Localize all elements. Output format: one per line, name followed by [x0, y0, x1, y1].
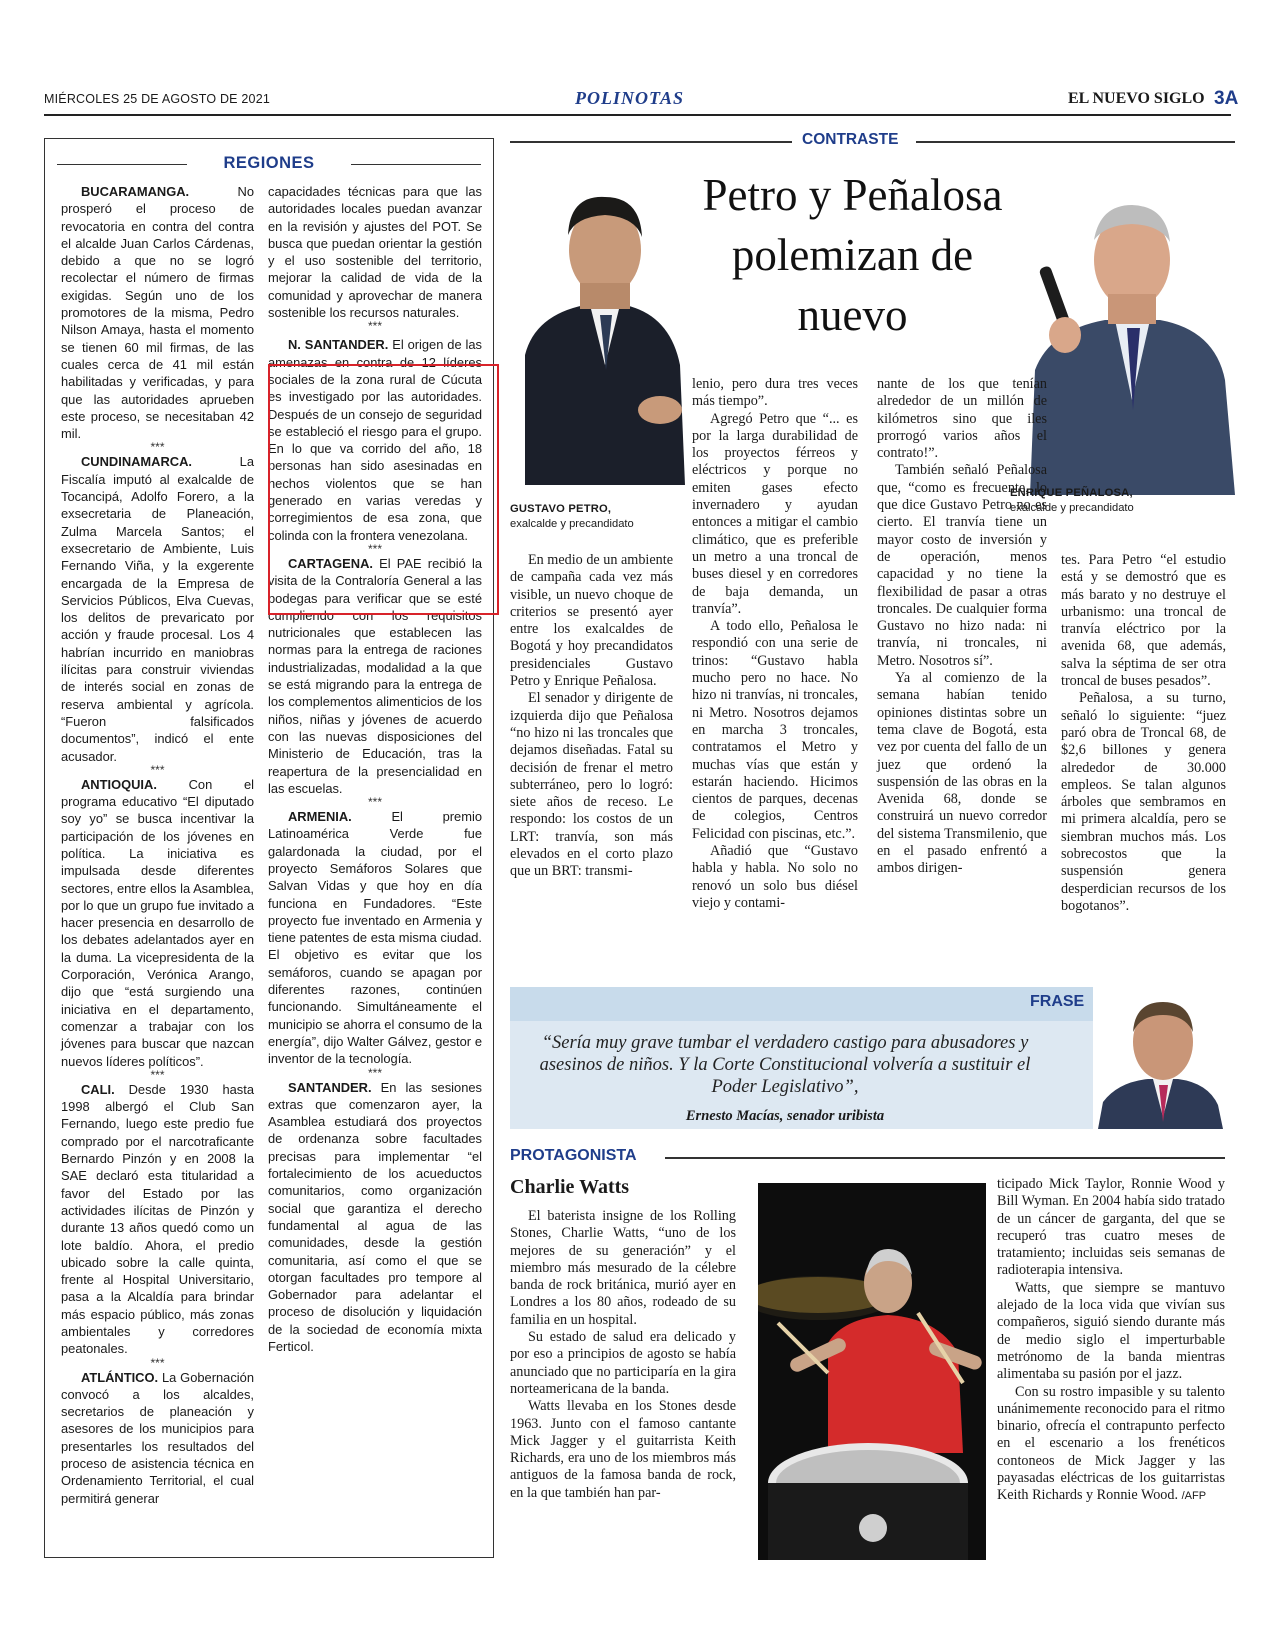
contraste-column-3 [877, 376, 1047, 878]
header-paper-name: EL NUEVO SIGLO [1068, 90, 1205, 107]
header-page-number: 3A [1214, 88, 1239, 109]
regiones-title: REGIONES [57, 154, 481, 173]
contraste-label: CONTRASTE [802, 131, 899, 148]
paragraph: Ya al comienzo de la semana habían tenido opiniones distintas sobre un tema clave de Bogotá, esta vez por cuenta del fallo de un juez que ordenó la suspensión de las obras en la Avenida 68, donde se construirá un nuevo corredor del sistema Transmilenio, que en el pasado enfrentó a ambos dirigen- [877, 670, 1047, 877]
petro-photo [510, 165, 685, 485]
separator: *** [367, 319, 382, 334]
separator: *** [367, 1065, 382, 1080]
separator: *** [150, 1355, 165, 1370]
frase-quote: “Sería muy grave tumbar el verdadero castigo para abusadores y asesinos de niños. Y la Corte Constitucional volvería a sustituir el Poder Legislativo”, [539, 1033, 1031, 1097]
regiones-column-1 [61, 183, 254, 1507]
penalosa-caption-name: ENRIQUE PEÑALOSA, [1010, 487, 1133, 499]
protagonista-rule [665, 1157, 1225, 1159]
contraste-column-1 [510, 552, 673, 881]
separator: *** [150, 762, 165, 777]
photo-credit: /AFP [1181, 1490, 1207, 1503]
separator: *** [150, 1067, 165, 1082]
paragraph: tes. Para Petro “el estudio está y se demostró que es más barato y no destruye el urbanismo: una troncal de tranvía eléctrico por la avenida 68, que además, salva la séptima de ser otra troncal de buses pesados”. [1061, 552, 1226, 690]
protagonista-name: Charlie Watts [510, 1176, 630, 1198]
header-date: MIÉRCOLES 25 DE AGOSTO DE 2021 [44, 92, 270, 106]
paragraph: Agregó Petro que “... es por la larga durabilidad de los proyectos férreos y eléctricos y porque no emiten gases efecto invernadero y ayudan entonces a mitigar el cambio climático, que es preferible un metro a una troncal de buses diesel y en corredores de baja demanda, un tranvía”. [692, 410, 858, 617]
item-cartagena: CARTAGENA. El PAE recibió la visita de la Contraloría General a las bodegas para verificar que se esté cumpliendo con los requisitos nutricionales que establecen las normas para la entrega de raciones industrializadas, modalidad a la que se está migrando para la entrega de los complementos alimenticios de los niños, niñas y jóvenes de acuerdo con las nuevas disposiciones del Ministerio de Educación, tras la reapertura de la presencialidad en las escuelas. [268, 555, 482, 796]
paragraph: ticipado Mick Taylor, Ronnie Wood y Bill Wyman. En 2004 había sido tratado de un cáncer de garganta, del que se recuperó tras cuatro meses de tratamiento; incluidas seis semanas de radioterapia intensiva. [997, 1176, 1225, 1279]
macias-photo [1093, 987, 1225, 1129]
petro-caption-role: exalcalde y precandidato [510, 518, 634, 530]
red-highlight-box [268, 364, 499, 615]
regiones-box [44, 138, 494, 1558]
paragraph: A todo ello, Peñalosa le respondió con una serie de trinos: “Gustavo habla mucho pero no hace. No hizo ni tranvías, ni troncales, ni Metro. Nosotros dejamos en marcha 3 troncales, contratamos el Metro y muchas vías que están y estarán haciendo. Hicimos cientos de parques, decenas de colegios, Centros Felicidad con piscinas, etc.”. [692, 618, 858, 842]
separator: *** [367, 795, 382, 810]
item-cali: CALI. Desde 1930 hasta 1998 albergó el Club San Fernando, luego este predio fue comprado por el narcotraficante Bernardo Pinzón y en 2008 la SAE declaró esta titularidad a favor del Estado por las actividades ilícitas de Pinzón y durante 13 años quedó como un lote baldío. Ahora, el predio ubicado sobre la calle quinta, frente al Hospital Universitario, pasa a la Alcaldía para brindar más espacio público, más zonas ambientales y corredores peatonales. [61, 1081, 254, 1357]
item-atlantico-continued: capacidades técnicas para que las autoridades locales puedan avanzar en la revisión y ajustes del POT. Se busca que puedan orientar la gestión y el uso sostenible del territorio, mejorar la calidad de vida de la comunidad y aprovechar de manera sostenible los recursos naturales. [268, 184, 482, 321]
item-norte-santander: N. SANTANDER. El origen de las amenazas en contra de 12 líderes sociales de la zona rural de Cúcuta es investigado por las autoridades. Después de un consejo de seguridad se estableció el riesgo para el grupo. En lo que va corrido del año, 18 personas han sido asesinadas en hechos violentos que se han generado en varias veredas y corregimientos de esa zona, que colinda con la frontera venezolana. [268, 337, 482, 543]
item-atlantico: ATLÁNTICO. La Gobernación convocó a los alcaldes, secretarios de planeación y asesores de los municipios para presentarles los resultados del proceso de asistencia técnica en Ordenamiento Territorial, el cual permitirá generar [61, 1369, 254, 1506]
paragraph: lenio, pero dura tres veces más tiempo”. [692, 376, 858, 410]
frase-author: Ernesto Macías, senador uribista [685, 1108, 885, 1124]
watts-photo [758, 1183, 986, 1560]
paragraph: En medio de un ambiente de campaña cada vez más visible, un nuevo choque de criterios se presentó ayer entre los exalcaldes de Bogotá y hoy precandidatos presidenciales Gustavo Petro y Enrique Peñalosa. [510, 552, 673, 690]
contraste-rule-right [916, 141, 1235, 143]
paragraph: Con su rostro impasible y su talento unánimemente reconocido para el ritmo binario, ofrecía el contrapunto perfecto en el escenario a los frenéticos contoneos de Mick Jagger y las payasadas eléctricas de los guitarristas Keith Richards y Ronnie Wood. /AFP [997, 1383, 1225, 1504]
paragraph: nante de los que tenían alrededor de un millón de kilómetros sino que iles prorrogó varios años el contrato!”. [877, 376, 1047, 462]
item-santander: SANTANDER. En las sesiones extras que comenzaron ayer, la Asamblea estudiará dos proyectos de ordenanza sobre facultades precisas para implementar “el fortalecimiento de los acueductos comunitarios, como organización social que garantiza el derecho fundamental al agua de las comunidades, desde la gestión comunitaria, así como el que se otorgan facultades pro tempore al Gobernador para adelantar el proceso de disolución y liquidación de la sociedad de economía mixta Ferticol. [268, 1079, 482, 1354]
penalosa-caption-role: exalcalde y precandidato [1010, 502, 1134, 514]
paragraph: El senador y dirigente de izquierda dijo que Peñalosa “no hizo ni las troncales que dejamos diseñadas. Fatal su decisión de frenar el metro subterráneo, pero lo logró: siete años de receso. Le respondo: los costos de un LRT: tranvía, son más elevados en el corto plazo que un BRT: transmi- [510, 690, 673, 880]
paragraph: El baterista insigne de los Rolling Stones, Charlie Watts, “uno de los mejores de su generación” y el miembro más mesurado de la célebre banda de rock británica, murió ayer en Londres a los 80 años, rodeado de su familia en un hospital. [510, 1208, 736, 1328]
contraste-column-4 [1061, 552, 1226, 915]
contraste-header [510, 131, 1235, 151]
paragraph: Peñalosa, a su turno, señaló lo siguiente: “juez paró obra de Troncal 68, de $2,6 billones y genera alrededor de 30.000 empleos. Se talan algunos árboles que sembramos en mi primera alcaldía, pero se siembran muchos más. Los sobrecostos que la suspensión genera desperdician recursos de los bogotanos”. [1061, 690, 1226, 914]
item-cundinamarca: CUNDINAMARCA. La Fiscalía imputó al exalcalde de Tocancipá, Adolfo Forero, a la exsecretaria de Planeación, Zulma Marcela Santos; el exsecretario de Ambiente, Luis Fernando Viña, y la exgerente encargada de la Empresa de Servicios Públicos, Elva Cuevas, los delitos de prevaricato por acción y fraude procesal. Los 4 habrían incurrido en maniobras ilícitas para construir viviendas de interés social en zonas de reserva ambiental y agrícola. “Fueron falsificados documentos”, indicó el ente acusador. [61, 454, 254, 764]
paragraph: Añadió que “Gustavo habla y habla. No solo no renovó un solo bus diésel viejo y contami- [692, 843, 858, 911]
item-armenia: ARMENIA. El premio Latinoamérica Verde fue galardonada la ciudad, por el proyecto Semáforos Solares que Salvan Vidas y que hoy en día funciona en Fundadores. “Este proyecto fue inventado en Armenia y tiene patentes de esta misma ciudad. El objetivo es evitar que los semáforos, cuando se apagan por diferentes razones, continúen funcionando. Simultáneamente el municipio se ahorra el consumo de la energía”, dijo Walter Gálvez, gestor e inventor de la tecnología. [268, 809, 482, 1067]
paragraph: Watts llevaba en los Stones desde 1963. Junto con el famoso cantante Mick Jagger y el guitarrista Keith Richards, era uno de los miembros más antiguos de la famosa banda de rock, en la que también han par- [510, 1398, 736, 1501]
frase-label: FRASE [1030, 993, 1085, 1010]
regiones-header [57, 153, 481, 175]
contraste-rule-left [510, 141, 792, 143]
item-bucaramanga: BUCARAMANGA. No prosperó el proceso de revocatoria en contra del contra el alcalde Juan Carlos Cárdenas, debido a que no se logró recolectar el número de firmas exigidas. Según uno de los promotores de la misma, Pedro Nilson Amaya, hasta el momento se tienen 60 mil firmas, de las cuales cerca de 41 mil están habilitadas y verificadas, y para que las autoridades aprueben este proceso, se necesitaban 42 mil. [61, 184, 254, 442]
contraste-column-2 [692, 376, 858, 912]
protagonista-column-3 [997, 1176, 1225, 1506]
paragraph: Watts, que siempre se mantuvo alejado de la loca vida que vivían sus compañeros, siguió siendo durante más de medio siglo el imperturbable metrónomo de la banda mientras alimentaba su pasión por el jazz. [997, 1279, 1225, 1383]
header-section: POLINOTAS [575, 88, 685, 108]
paragraph: También señaló Peñalosa que, “como es frecuente, lo que dice Gustavo Petro no es cierto. El tranvía tiene un mayor costo de inversión y de operación, menos capacidad y no tiene la flexibilidad de pasar a otras troncales. De cualquier forma Gustavo no hizo nada: ni tranvía, ni troncales, ni Metro. Nosotros sí”. [877, 462, 1047, 669]
protagonista-label: PROTAGONISTA [510, 1147, 637, 1164]
paragraph: Su estado de salud era delicado y por eso a principios de agosto se había anunciado que no participaría en la gira norteamericana de la banda. [510, 1329, 736, 1397]
header-rule [44, 114, 1231, 116]
separator: *** [150, 440, 165, 455]
protagonista-column-1 [510, 1208, 736, 1502]
item-antioquia: ANTIOQUIA. Con el programa educativo “El diputado soy yo” se busca incentivar la participación de los jóvenes en política. La iniciativa es impulsada desde diferentes sectores, entre ellos la Asamblea, por lo que un grupo fue invitado a hacer presencia en desarrollo de los debates adelantados ayer en la duma. La vicepresidenta de la Corporación, Verónica Arango, dijo que “está surgiendo una iniciativa en el departamento, comenzar a trabajar con los jóvenes para buscar que nazcan nuevos líderes políticos”. [61, 776, 254, 1069]
petro-caption-name: GUSTAVO PETRO, [510, 503, 612, 515]
petro-caption [510, 502, 680, 532]
headline: Petro y Peñalosa polemizan de nuevo [702, 170, 1003, 340]
regiones-column-2 [268, 183, 482, 1355]
separator: *** [367, 541, 382, 556]
